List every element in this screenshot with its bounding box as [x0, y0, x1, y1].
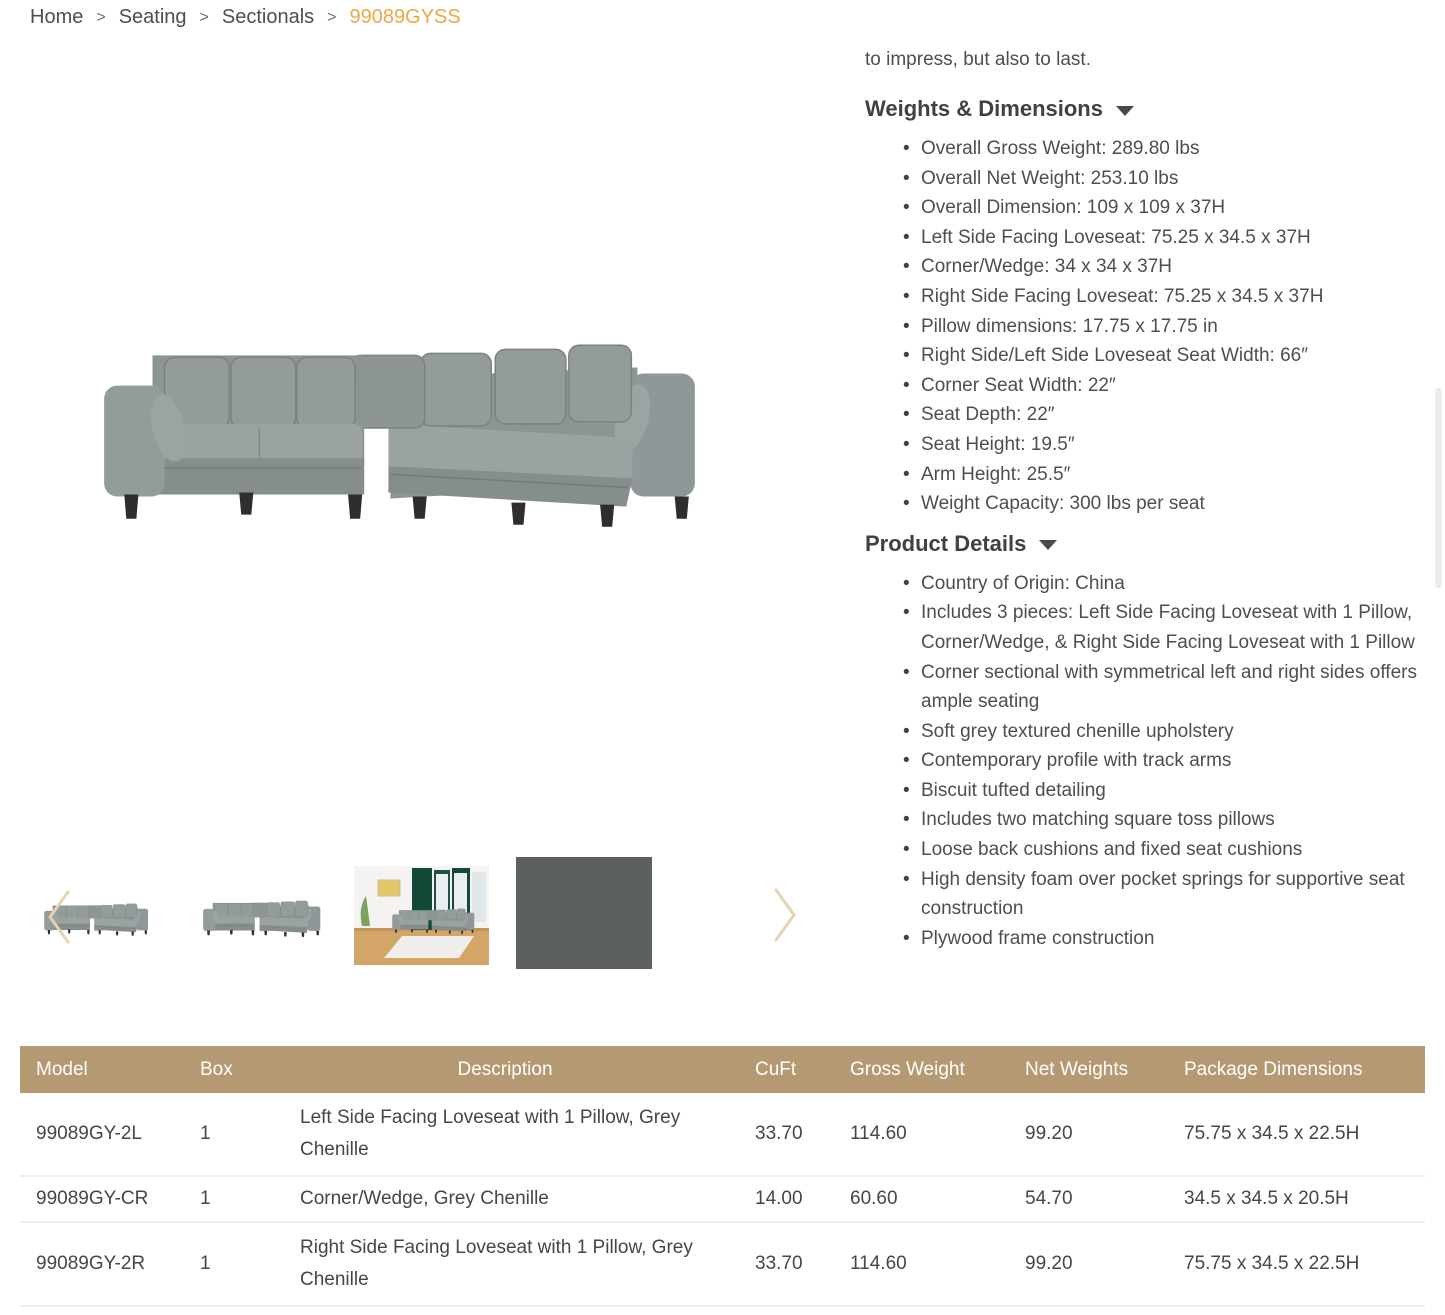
cell-box: 1 — [200, 1253, 211, 1274]
cell-model: 99089GY-2L — [36, 1123, 143, 1144]
cell-net-weight: 99.20 — [1025, 1253, 1073, 1274]
cell-model: 99089GY-CR — [36, 1188, 149, 1209]
cell-cuft: 14.00 — [755, 1188, 803, 1209]
thumbnail-fabric-swatch[interactable] — [516, 857, 652, 969]
spec-item: • Arm Height: 25.5″ — [865, 460, 1435, 490]
breadcrumb-home[interactable]: Home — [30, 6, 84, 28]
cell-gross-weight: 60.60 — [850, 1188, 898, 1209]
product-info-column — [865, 46, 1435, 959]
spec-item: • Overall Gross Weight: 289.80 lbs — [865, 134, 1435, 164]
col-header-cuft: CuFt — [755, 1058, 797, 1080]
spec-item: • Corner Seat Width: 22″ — [865, 371, 1435, 401]
gallery-prev-button[interactable] — [42, 886, 76, 948]
col-header-gross-weight: Gross Weight — [850, 1058, 965, 1080]
thumbnail-angle-view[interactable] — [198, 877, 322, 953]
spec-item: • Right Side Facing Loveseat: 75.25 x 34.5 x 37H — [865, 282, 1435, 312]
breadcrumb-sectionals[interactable]: Sectionals — [221, 6, 315, 28]
spec-item: • Right Side/Left Side Loveseat Seat Width: 66″ — [865, 341, 1435, 371]
spec-item: • Overall Dimension: 109 x 109 x 37H — [865, 193, 1435, 223]
breadcrumb — [30, 6, 461, 29]
breadcrumb-separator: > — [96, 8, 106, 26]
col-header-description: Description — [457, 1058, 553, 1080]
gallery-next-button[interactable] — [768, 884, 802, 946]
cell-model: 99089GY-2R — [36, 1253, 146, 1274]
chevron-down-icon — [1039, 540, 1057, 550]
cell-cuft: 33.70 — [755, 1253, 803, 1274]
breadcrumb-seating[interactable]: Seating — [118, 6, 187, 28]
cell-package-dimensions: 75.75 x 34.5 x 22.5H — [1184, 1123, 1360, 1144]
chevron-down-icon — [1116, 106, 1134, 116]
table-row — [20, 1177, 1425, 1223]
breadcrumb-current-sku: 99089GYSS — [349, 6, 461, 28]
cell-gross-weight: 114.60 — [850, 1253, 907, 1274]
detail-item: • Includes 3 pieces: Left Side Facing Loveseat with 1 Pillow, Corner/Wedge, & Right Side Facing Loveseat with 1 Pillow — [865, 598, 1435, 657]
col-header-package-dimensions: Package Dimensions — [1184, 1058, 1363, 1080]
cell-package-dimensions: 34.5 x 34.5 x 20.5H — [1184, 1188, 1349, 1209]
product-details-list — [865, 569, 1435, 954]
detail-item: • Loose back cushions and fixed seat cushions — [865, 835, 1435, 865]
col-header-net-weights: Net Weights — [1025, 1058, 1129, 1080]
product-intro-text: to impress, but also to last. — [865, 49, 1091, 70]
detail-item: • Biscuit tufted detailing — [865, 776, 1435, 806]
spec-item: • Pillow dimensions: 17.75 x 17.75 in — [865, 312, 1435, 342]
carton-spec-table — [20, 1046, 1425, 1307]
detail-item: • Country of Origin: China — [865, 569, 1435, 599]
cell-package-dimensions: 75.75 x 34.5 x 22.5H — [1184, 1253, 1360, 1274]
breadcrumb-separator: > — [327, 8, 337, 26]
cell-description: Corner/Wedge, Grey Chenille — [300, 1188, 549, 1209]
breadcrumb-separator: > — [199, 8, 209, 26]
cell-gross-weight: 114.60 — [850, 1123, 907, 1144]
spec-item: • Left Side Facing Loveseat: 75.25 x 34.5 x 37H — [865, 223, 1435, 253]
product-details-heading[interactable] — [865, 531, 1435, 557]
detail-item: • Plywood frame construction — [865, 924, 1435, 954]
detail-item: • Corner sectional with symmetrical left and right sides offers ample seating — [865, 658, 1435, 717]
sectional-sofa-illustration — [88, 322, 713, 540]
col-header-model: Model — [36, 1058, 88, 1080]
table-row — [20, 1223, 1425, 1307]
spec-item: • Weight Capacity: 300 lbs per seat — [865, 489, 1435, 519]
product-details-title: Product Details — [865, 530, 1027, 556]
weights-dimensions-title: Weights & Dimensions — [865, 96, 1103, 121]
table-header-row — [20, 1046, 1425, 1093]
spec-item: • Overall Net Weight: 253.10 lbs — [865, 164, 1435, 194]
cell-description: Right Side Facing Loveseat with 1 Pillow, Grey Chenille — [300, 1237, 693, 1290]
cell-net-weight: 54.70 — [1025, 1188, 1073, 1209]
main-product-image[interactable] — [88, 322, 713, 540]
table-row — [20, 1093, 1425, 1177]
col-header-box: Box — [200, 1058, 233, 1080]
spec-item: • Corner/Wedge: 34 x 34 x 37H — [865, 252, 1435, 282]
cell-description: Left Side Facing Loveseat with 1 Pillow, Grey Chenille — [300, 1107, 681, 1160]
weights-dimensions-heading[interactable] — [865, 96, 1435, 122]
cell-box: 1 — [200, 1188, 211, 1209]
cell-net-weight: 99.20 — [1025, 1123, 1073, 1144]
detail-item: • Contemporary profile with track arms — [865, 746, 1435, 776]
detail-item: • Includes two matching square toss pillows — [865, 805, 1435, 835]
detail-item: • High density foam over pocket springs for supportive seat construction — [865, 865, 1435, 924]
cell-box: 1 — [200, 1123, 211, 1144]
spec-item: • Seat Height: 19.5″ — [865, 430, 1435, 460]
cell-cuft: 33.70 — [755, 1123, 803, 1144]
weights-dimensions-list — [865, 134, 1435, 519]
detail-item: • Soft grey textured chenille upholstery — [865, 717, 1435, 747]
thumbnail-room-scene[interactable] — [354, 866, 489, 965]
vertical-scrollbar[interactable] — [1435, 388, 1442, 588]
spec-item: • Seat Depth: 22″ — [865, 400, 1435, 430]
